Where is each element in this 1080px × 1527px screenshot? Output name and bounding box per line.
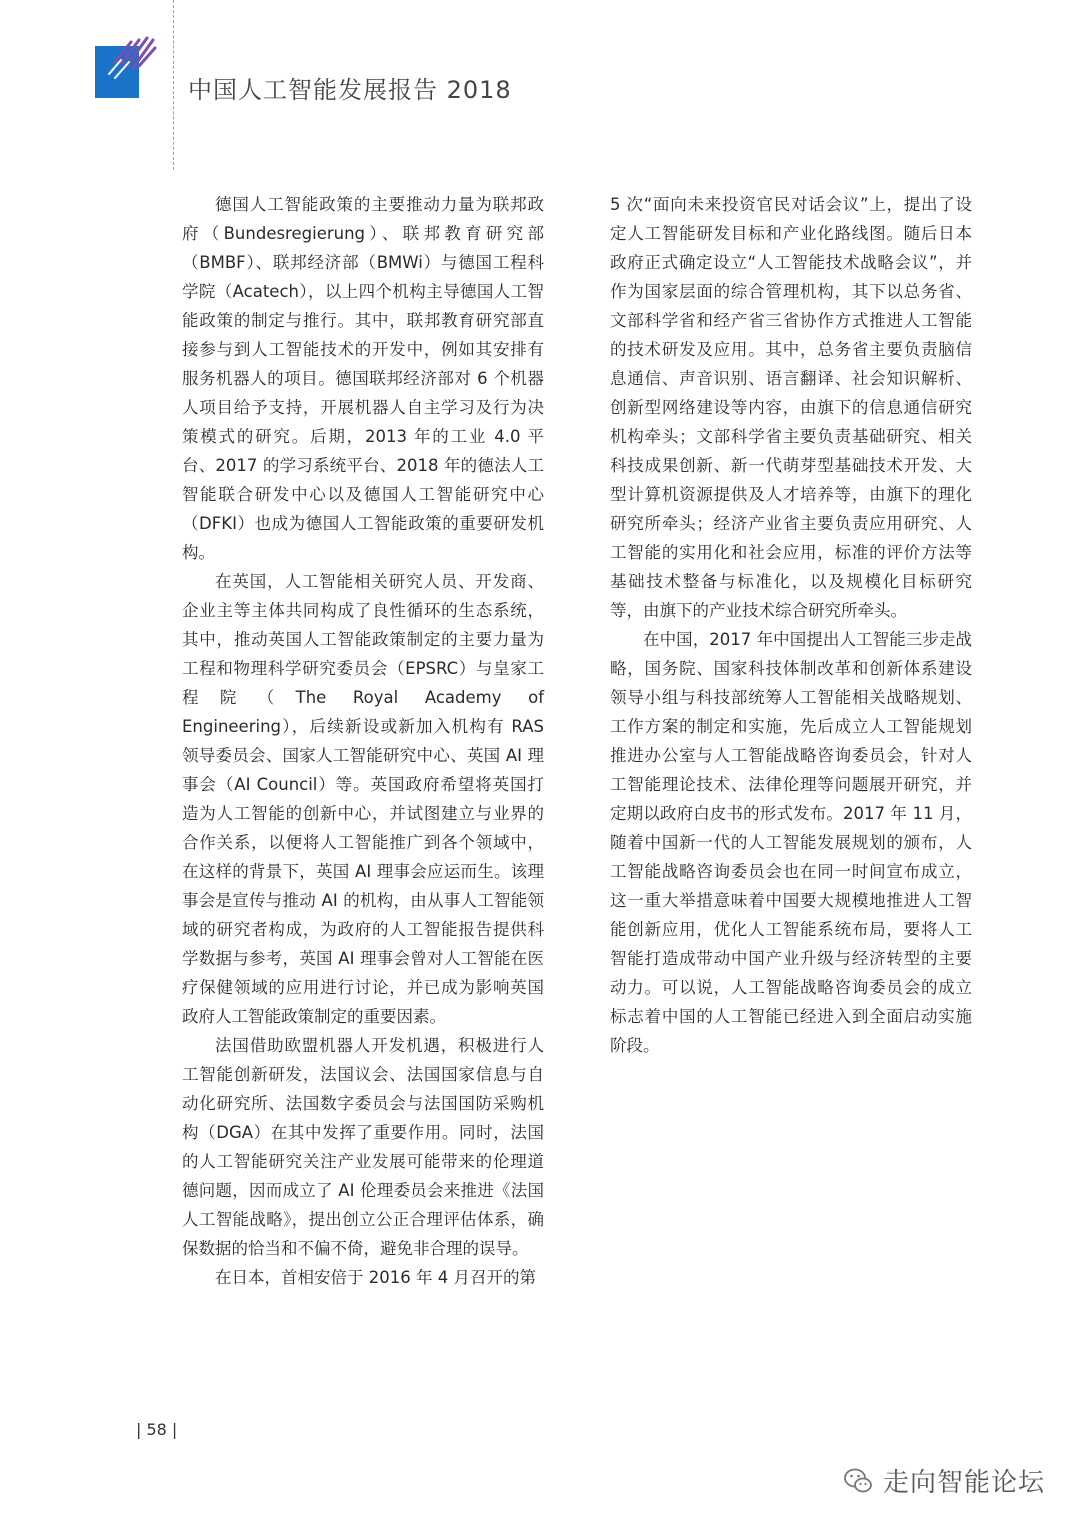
paragraph-uk: 在英国，人工智能相关研究人员、开发商、企业主等主体共同构成了良性循环的生态系统，其中，推动英国人工智能政策制定的主要力量为工程和物理科学研究委员会（EPSRC）与皇家工程院（The Royal Academy of Engineering），后续新设或新加入机构有 RAS 领导委员会、国家人工智能研究中心、英国 AI 理事会（AI Council）等。英国政府希望将英国打造为人工智能的创新中心，并试图建立与业界的合作关系，以便将人工智能推广到各个领域中，在这样的背景下，英国 AI 理事会应运而生。该理事会是宣传与推动 AI 的机构，由从事人工智能领域的研究者构成，为政府的人工智能报告提供科学数据与参考，英国 AI 理事会曾对人工智能在医疗保健领域的应用进行讨论，并已成为影响英国政府人工智能政策制定的重要因素。 (182, 572, 544, 1026)
watermark-text: 走向智能论坛 (883, 1468, 1046, 1498)
paragraph-china: 在中国，2017 年中国提出人工智能三步走战略，国务院、国家科技体制改革和创新体系建设领导小组与科技部统筹人工智能相关战略规划、工作方案的制定和实施，先后成立人工智能规划推进办公室与人工智能战略咨询委员会，针对人工智能理论技术、法律伦理等问题展开研究，并定期以政府白皮书的形式发布。2017 年 11 月，随着中国新一代的人工智能发展规划的颁布，人工智能战略咨询委员会也在同一时间宣布成立，这一重大举措意味着中国要大规模地推进人工智能创新应用，优化人工智能系统布局，要将人工智能打造成带动中国产业升级与经济转型的主要动力。可以说，人工智能战略咨询委员会的成立标志着中国的人工智能已经进入到全面启动实施阶段。 (610, 630, 972, 1055)
paragraph-japan-start: 在日本，首相安倍于 2016 年 4 月召开的第 (215, 1268, 536, 1287)
page-number: | 58 | (136, 1420, 178, 1439)
paragraph-japan-continued: 5 次“面向未来投资官民对话会议”上，提出了设定人工智能研发目标和产业化路线图。随后日本政府正式确定设立“人工智能技术战略会议”，并作为国家层面的综合管理机构，其下以总务省、文部科学省和经产省三省协作方式推进人工智能的技术研发及应用。其中，总务省主要负责脑信息通信、声音识别、语言翻译、社会知识解析、创新型网络建设等内容，由旗下的信息通信研究机构牵头；文部科学省主要负责基础研究、相关科技成果创新、新一代萌芽型基础技术开发、大型计算机资源提供及人才培养等，由旗下的理化研究所牵头；经济产业省主要负责应用研究、人工智能的实用化和社会应用，标准的评价方法等基础技术整备与标准化，以及规模化目标研究等，由旗下的产业技术综合研究所牵头。 (610, 195, 972, 620)
paragraph-germany: 德国人工智能政策的主要推动力量为联邦政府（Bundesregierung）、联邦教育研究部（BMBF）、联邦经济部（BMWi）与德国工程科学院（Acatech），以上四个机构主导德国人工智能政策的制定与推行。其中，联邦教育研究部直接参与到人工智能技术的开发中，例如其安排有服务机器人的项目。德国联邦经济部对 6 个机器人项目给予支持，开展机器人自主学习及行为决策模式的研究。后期，2013 年的工业 4.0 平台、2017 的学习系统平台、2018 年的德法人工智能联合研发中心以及德国人工智能研究中心（DFKI）也成为德国人工智能政策的重要研发机构。 (182, 195, 544, 562)
paragraph-france: 法国借助欧盟机器人开发机遇，积极进行人工智能创新研发，法国议会、法国国家信息与自动化研究所、法国数字委员会与法国国防采购机构（DGA）在其中发挥了重要作用。同时，法国的人工智能研究关注产业发展可能带来的伦理道德问题，因而成立了 AI 伦理委员会来推进《法国人工智能战略》，提出创立公正合理评估体系，确保数据的恰当和不偏不倚，避免非合理的误导。 (182, 1036, 544, 1258)
right-text-column (610, 190, 972, 1060)
margin-guide-line (173, 0, 174, 170)
left-text-column (182, 190, 544, 1292)
watermark (843, 1462, 1045, 1499)
report-logo-icon (95, 28, 157, 98)
report-header-title: 中国人工智能发展报告 2018 (188, 76, 512, 104)
wechat-icon (843, 1467, 873, 1495)
